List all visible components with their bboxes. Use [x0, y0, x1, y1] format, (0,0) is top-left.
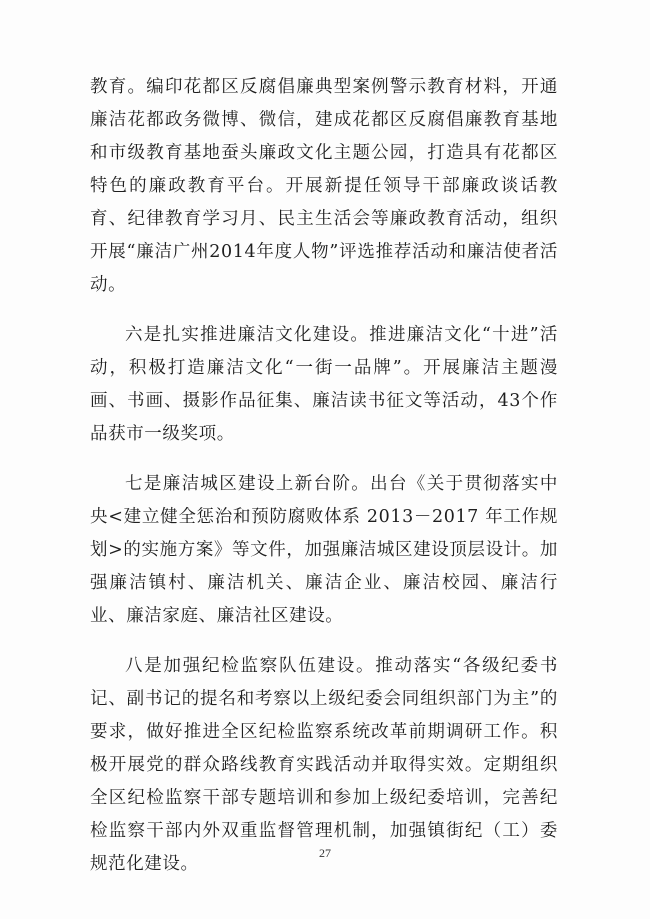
paragraph-integrity-culture: 六是扎实推进廉洁文化建设。推进廉洁文化“十进”活动，积极打造廉洁文化“一街一品牌”。开展廉洁主题漫画、书画、摄影作品征集、廉洁读书征文等活动，43个作品获市一级奖项。 — [90, 325, 558, 444]
page-number: 27 — [319, 846, 331, 860]
paragraph-education: 教育。编印花都区反腐倡廉典型案例警示教育材料，开通廉洁花都政务微博、微信，建成花都区反腐倡廉教育基地和市级教育基地蚕头廉政文化主题公园，打造具有花都区特色的廉政教育平台。开展新提任领导干部廉政谈话教育、纪律教育学习月、民主生活会等廉政教育活动，组织开展“廉洁广州2014年度人物”评选推荐活动和廉洁使者活动。 — [90, 77, 558, 295]
paragraph-team-building: 八是加强纪检监察队伍建设。推动落实“各级纪委书记、副书记的提名和考察以上级纪委会同组织部门为主”的要求，做好推进全区纪检监察系统改革前期调研工作。积极开展党的群众路线教育实践活动并取得实效。定期组织全区纪检监察干部专题培训和参加上级纪委培训，完善纪检监察干部内外双重监督管理机制，加强镇街纪（工）委规范化建设。 — [90, 656, 558, 874]
paragraph-integrity-district: 七是廉洁城区建设上新台阶。出台《关于贯彻落实中央<建立健全惩治和预防腐败体系 2013－2017 年工作规划>的实施方案》等文件，加强廉洁城区建设顶层设计。加强廉洁镇村、廉洁机关、廉洁企业、廉洁校园、廉洁行业、廉洁家庭、廉洁社区建设。 — [90, 474, 558, 626]
document-body — [90, 71, 558, 898]
